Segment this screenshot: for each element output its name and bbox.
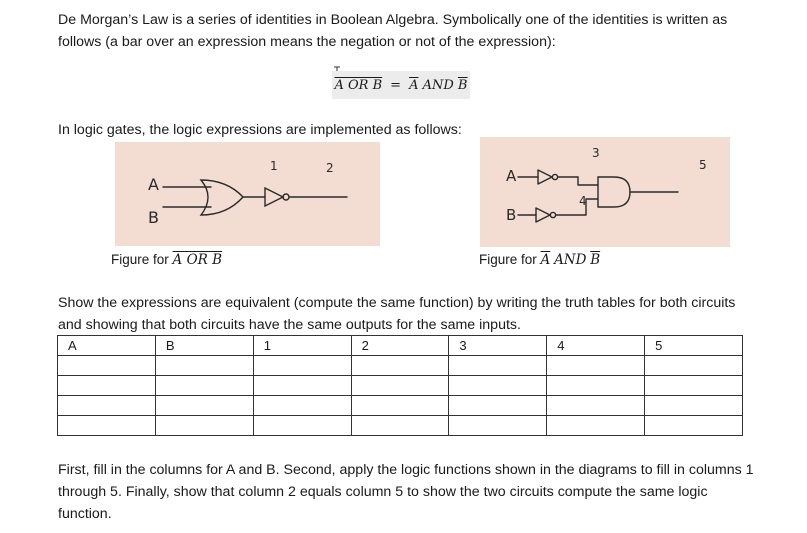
not-gate-shape [265, 188, 283, 206]
table-cell[interactable] [155, 396, 253, 416]
figure2-caption-and: AND [554, 252, 587, 268]
table-cell[interactable] [547, 356, 645, 376]
table-cell[interactable] [645, 356, 743, 376]
table-cell[interactable] [253, 416, 351, 436]
table-cell[interactable] [645, 396, 743, 416]
figure1-caption-prefix: Figure for [111, 252, 169, 267]
header-cell: 5 [645, 336, 743, 356]
table-cell[interactable] [351, 416, 449, 436]
table-cell[interactable] [351, 356, 449, 376]
formula-equals: = [390, 77, 402, 93]
header-cell: 1 [253, 336, 351, 356]
table-cell[interactable] [155, 416, 253, 436]
header-cell: 2 [351, 336, 449, 356]
fig1-label-a: A [148, 175, 159, 194]
figure1-caption [111, 252, 222, 268]
fig2-num-5: 5 [699, 158, 707, 172]
wire-not-a-out [558, 177, 598, 185]
table-row [58, 376, 743, 396]
fig1-num-1: 1 [270, 159, 278, 173]
header-cell: 4 [547, 336, 645, 356]
table-cell[interactable] [155, 356, 253, 376]
table-cell[interactable] [58, 376, 156, 396]
table-cell[interactable] [253, 396, 351, 416]
fig2-num-3: 3 [592, 146, 600, 160]
figure2-caption-a: $\overline{A}$ [540, 252, 551, 268]
table-cell[interactable] [58, 416, 156, 436]
table-cell[interactable] [449, 356, 547, 376]
or-gate-shape [201, 180, 243, 215]
instructions-paragraph: Show the expressions are equivalent (compute the same function) by writing the truth tables for both circuits and showing that both circuits have the same outputs for the same inputs. [58, 295, 736, 333]
table-cell[interactable] [351, 376, 449, 396]
intro-paragraph: De Morgan’s Law is a series of identities in Boolean Algebra. Symbolically one of the identities is written as follows (a bar over an expression means the negation or not of the expression): [58, 12, 728, 50]
not-bubble-b [550, 212, 555, 217]
table-cell[interactable] [351, 396, 449, 416]
table-row [58, 396, 743, 416]
not-bubble-a [552, 174, 557, 179]
table-cell[interactable] [645, 376, 743, 396]
header-cell: B [155, 336, 253, 356]
not-gate-b [536, 208, 550, 222]
formula-rhs-a: $\overline{A}$ [409, 77, 419, 93]
table-cell[interactable] [449, 376, 547, 396]
header-cell: 3 [449, 336, 547, 356]
figure-not-and-diagram [480, 137, 730, 247]
fig1-num-2: 2 [326, 161, 334, 175]
table-cell[interactable] [253, 376, 351, 396]
gates-intro-paragraph: In logic gates, the logic expressions are implemented as follows: [58, 122, 462, 138]
figure2-caption-b: $\overline{B}$ [590, 252, 601, 268]
figure2-caption [479, 252, 600, 268]
wire-not-b-out [556, 199, 598, 215]
table-cell[interactable] [449, 416, 547, 436]
table-cell[interactable] [253, 356, 351, 376]
table-header-row [58, 336, 743, 356]
table-cell[interactable] [449, 396, 547, 416]
truth-table [57, 335, 743, 436]
table-cell[interactable] [645, 416, 743, 436]
formula-lhs: A OR B [334, 77, 383, 93]
table-cell[interactable] [58, 356, 156, 376]
table-row [58, 416, 743, 436]
fig1-label-b: B [148, 208, 159, 227]
table-cell[interactable] [547, 416, 645, 436]
fig2-label-b: B [506, 206, 517, 224]
fig2-num-4: 4 [579, 194, 587, 208]
table-cell[interactable] [58, 396, 156, 416]
figure-or-not-diagram [115, 142, 380, 246]
formula-rhs-b: $\overline{B}$ [457, 77, 468, 93]
fig2-label-a: A [506, 167, 517, 185]
table-row [58, 356, 743, 376]
and-gate-shape [598, 177, 630, 207]
not-gate-a [538, 170, 552, 184]
table-cell[interactable] [547, 396, 645, 416]
de-morgan-formula [332, 71, 470, 99]
table-cell[interactable] [547, 376, 645, 396]
figure1-caption-expr: A OR B [172, 252, 223, 268]
figure2-caption-prefix: Figure for [479, 252, 537, 267]
final-note-paragraph: First, fill in the columns for A and B. Second, apply the logic functions shown in the diagrams to fill in columns 1 through 5. Finally, show that column 2 equals column 5 to show the two circuits compute the same logic function. [58, 462, 754, 522]
header-cell: A [58, 336, 156, 356]
table-cell[interactable] [155, 376, 253, 396]
formula-rhs-and: AND [422, 77, 454, 93]
